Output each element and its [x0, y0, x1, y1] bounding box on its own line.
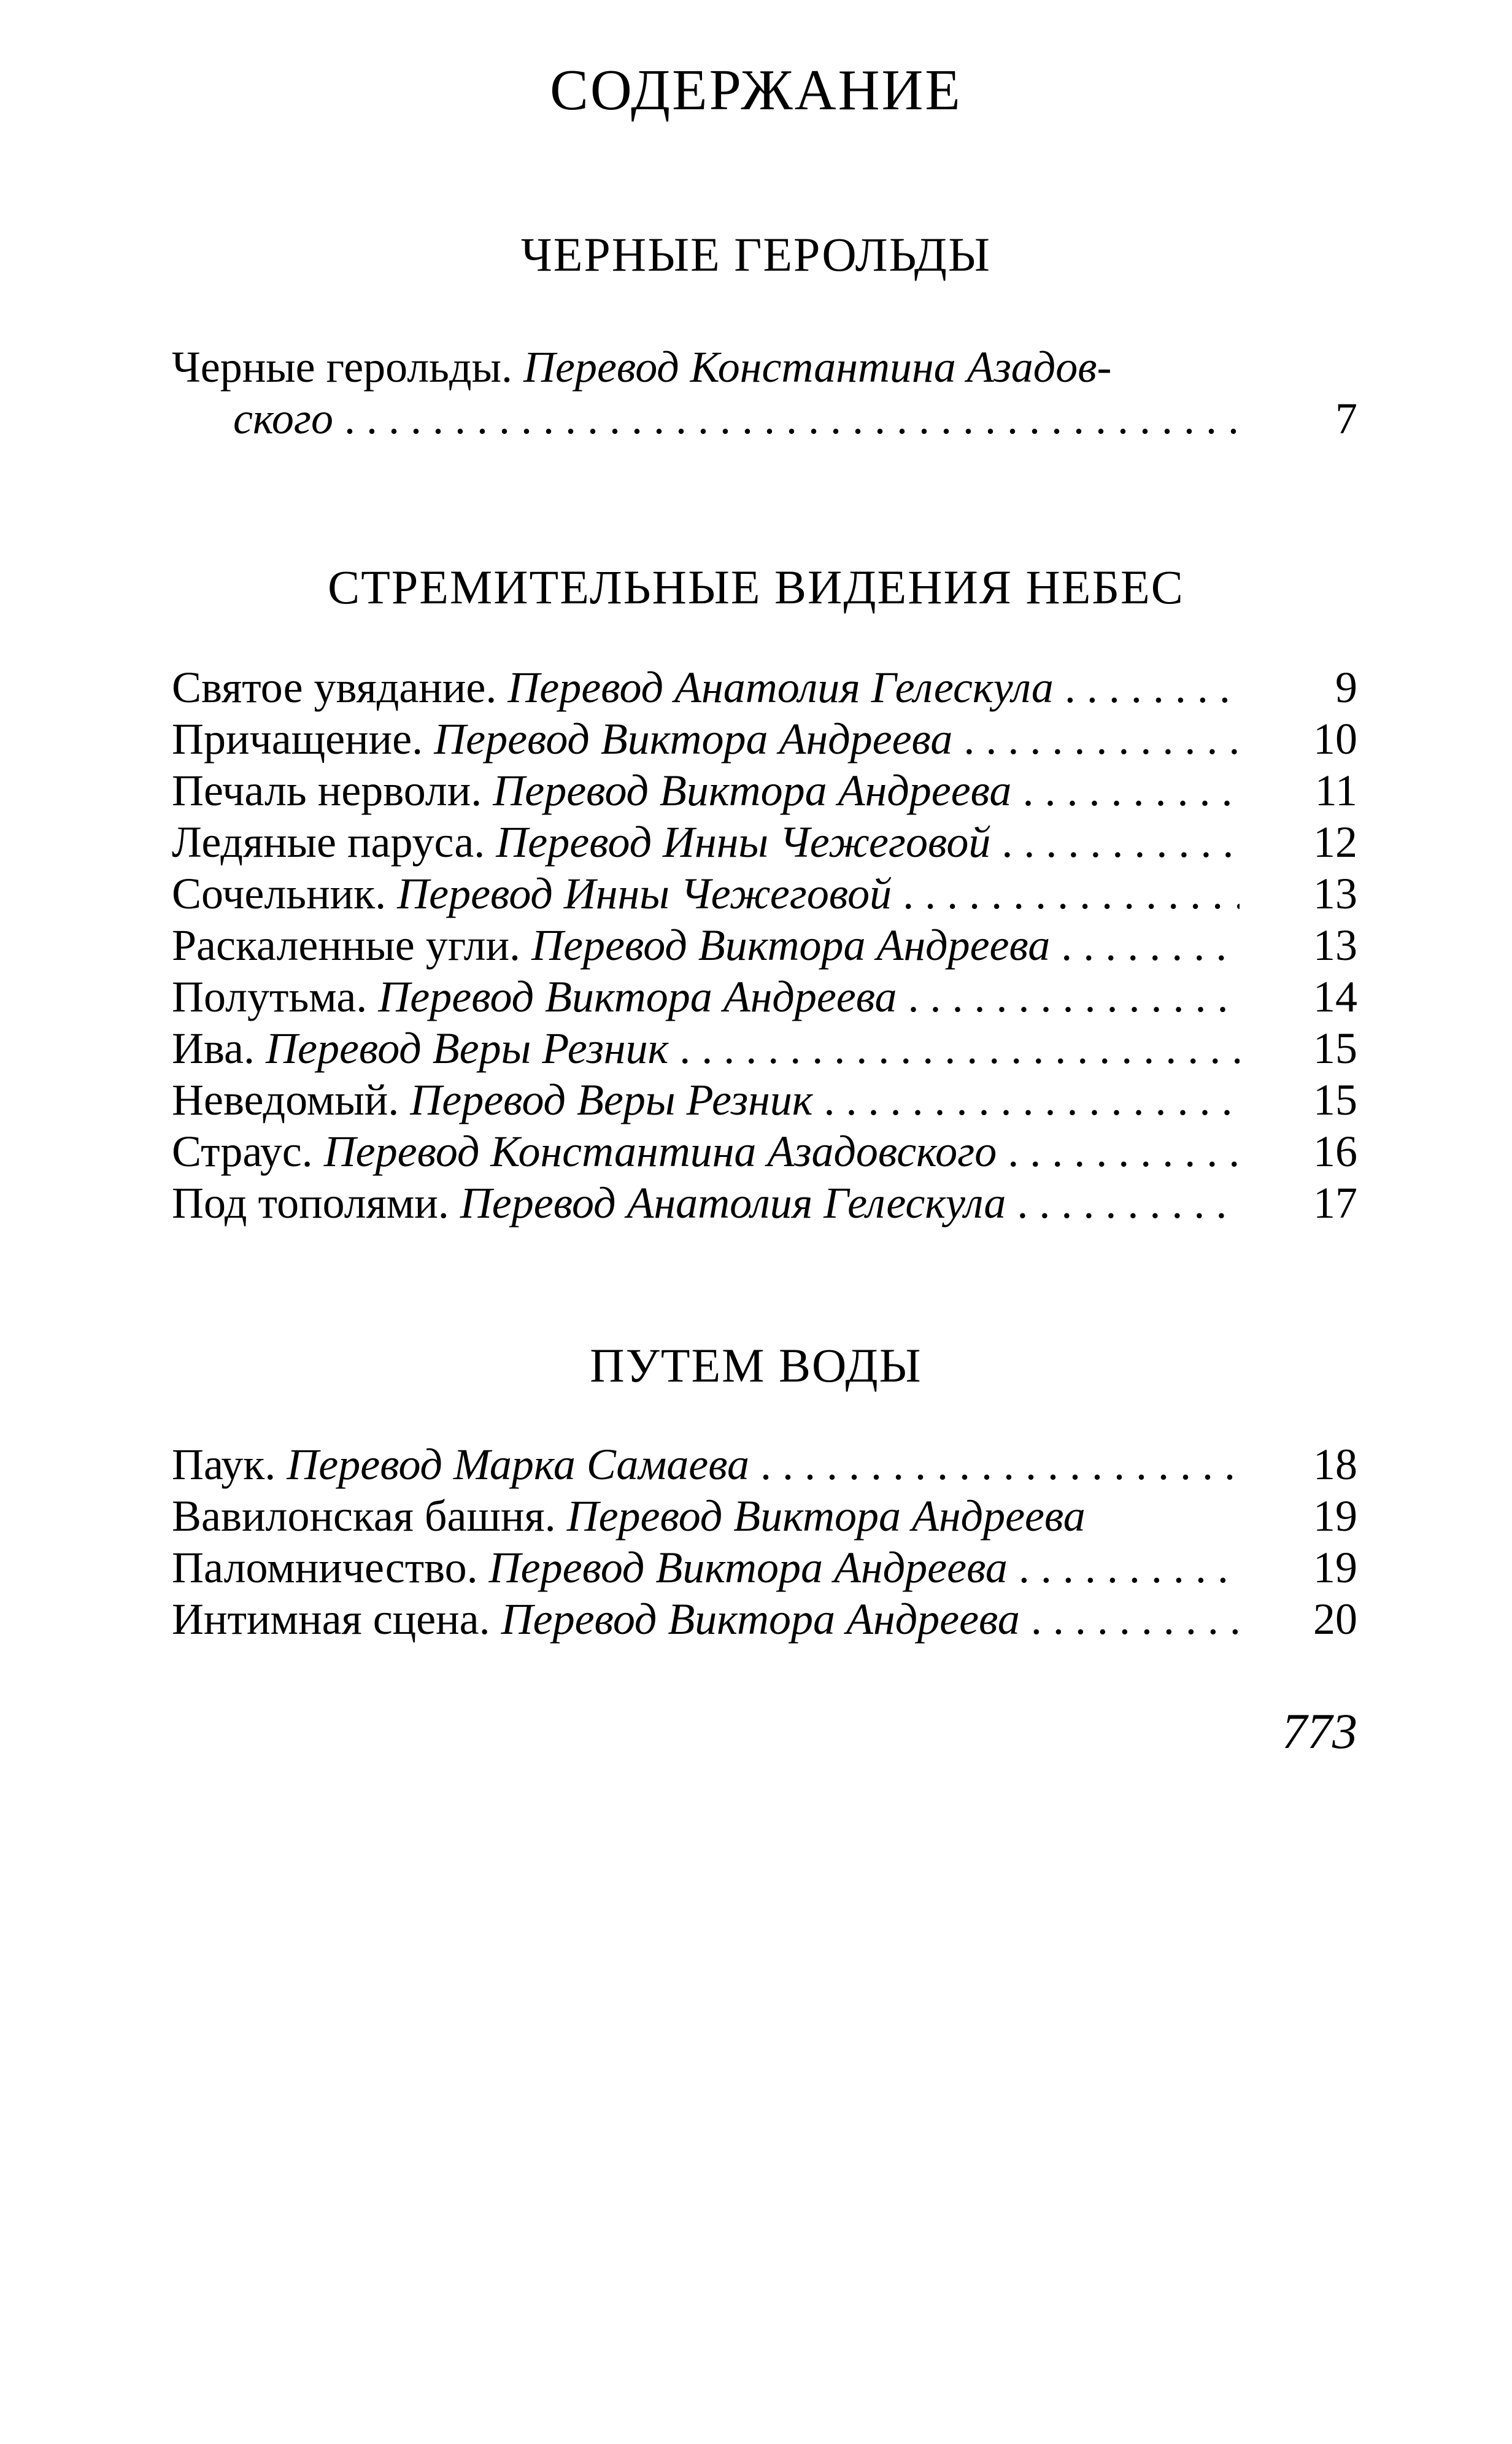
entry-page-number: 7	[1335, 394, 1357, 443]
section-title-1: ЧЕРНЫЕ ГЕРОЛЬДЫ	[521, 228, 991, 281]
entry-title: Интимная сцена.	[172, 1595, 490, 1644]
entry-page-number: 9	[1335, 663, 1357, 712]
entry-page-number: 18	[1313, 1440, 1357, 1489]
entry-page-number: 13	[1313, 869, 1357, 918]
toc-entry	[172, 919, 1357, 971]
toc-entry	[172, 1542, 1357, 1593]
entry-title: Сочельник.	[172, 869, 387, 918]
toc-entry	[172, 765, 1357, 816]
entry-page-number: 19	[1313, 1543, 1357, 1592]
entry-page-number: 16	[1313, 1127, 1357, 1176]
entry-title: Полутьма.	[172, 972, 368, 1021]
toc-entry	[172, 971, 1357, 1023]
toc-entry	[172, 341, 1357, 444]
entry-translation: Перевод Веры Резник	[410, 1075, 813, 1124]
page-folio-number: 773	[1282, 1703, 1357, 1759]
toc-entry	[172, 1490, 1357, 1542]
toc-entry	[172, 1023, 1357, 1074]
toc-entry	[172, 662, 1357, 713]
toc-entry	[172, 713, 1357, 765]
section-2-entries	[172, 662, 1357, 1229]
entry-translation: Перевод Константина Азадов-	[523, 342, 1112, 392]
entry-title: Под тополями.	[172, 1178, 449, 1228]
entry-translation: Перевод Виктора Андреева	[566, 1491, 1086, 1541]
entry-page-number: 17	[1313, 1178, 1357, 1228]
entry-title: Раскаленные угли.	[172, 921, 521, 970]
contents-title: СОДЕРЖАНИЕ	[550, 58, 962, 122]
entry-translation: Перевод Инны Чежеговой	[496, 818, 991, 867]
entry-title: Святое увядание.	[172, 663, 497, 712]
entry-translation: Перевод Анатолия Гелескула	[460, 1178, 1006, 1228]
toc-entry	[172, 1126, 1357, 1177]
entry-page-number: 19	[1313, 1491, 1357, 1541]
entry-page-number: 12	[1313, 818, 1357, 867]
toc-entry	[172, 816, 1357, 868]
entry-title: Паук.	[172, 1440, 276, 1489]
section-3-entries	[172, 1439, 1357, 1645]
entry-translation: Перевод Анатолия Гелескула	[507, 663, 1054, 712]
entry-page-number: 10	[1313, 714, 1357, 764]
toc-entry	[172, 1439, 1357, 1490]
entry-page-number: 14	[1313, 972, 1357, 1021]
entry-translation: Перевод Веры Резник	[266, 1024, 669, 1073]
entry-translation: Перевод Инны Чежеговой	[397, 869, 892, 918]
entry-title: Вавилонская башня.	[172, 1491, 556, 1541]
entry-translation: Перевод Виктора Андреева	[531, 921, 1051, 970]
entry-title: Причащение.	[172, 714, 423, 764]
toc-entry	[172, 868, 1357, 919]
entry-title: Печаль нерволи.	[172, 766, 482, 815]
entry-title: Страус.	[172, 1127, 313, 1176]
entry-translation: Перевод Виктора Андреева	[434, 714, 953, 764]
section-title-3: ПУТЕМ ВОДЫ	[590, 1339, 922, 1392]
entry-translation: Перевод Виктора Андреева	[488, 1543, 1008, 1592]
entry-page-number: 11	[1314, 766, 1357, 815]
entry-page-number: 13	[1313, 921, 1357, 970]
entry-title: Неведомый.	[172, 1075, 399, 1124]
entry-page-number: 20	[1313, 1595, 1357, 1644]
entry-translation: Перевод Виктора Андреева	[493, 766, 1012, 815]
toc-entry	[172, 1593, 1357, 1645]
entry-translation: Перевод Марка Самаева	[287, 1440, 749, 1489]
section-title-2: СТРЕМИТЕЛЬНЫЕ ВИДЕНИЯ НЕБЕС	[328, 560, 1184, 614]
entry-title: Паломничество.	[172, 1543, 478, 1592]
entry-title: Ива.	[172, 1024, 255, 1073]
entry-translation: Перевод Виктора Андреева	[501, 1595, 1020, 1644]
entry-title: Ледяные паруса.	[172, 818, 485, 867]
entry-translation: Перевод Константина Азадовского	[323, 1127, 997, 1176]
entry-translation: Перевод Виктора Андреева	[378, 972, 897, 1021]
toc-entry	[172, 1177, 1357, 1229]
section-1-entries	[172, 341, 1357, 444]
entry-translation-cont: ского	[233, 394, 333, 443]
entry-page-number: 15	[1313, 1024, 1357, 1073]
entry-title: Черные герольды.	[172, 342, 512, 392]
entry-page-number: 15	[1313, 1075, 1357, 1124]
toc-entry	[172, 1074, 1357, 1126]
